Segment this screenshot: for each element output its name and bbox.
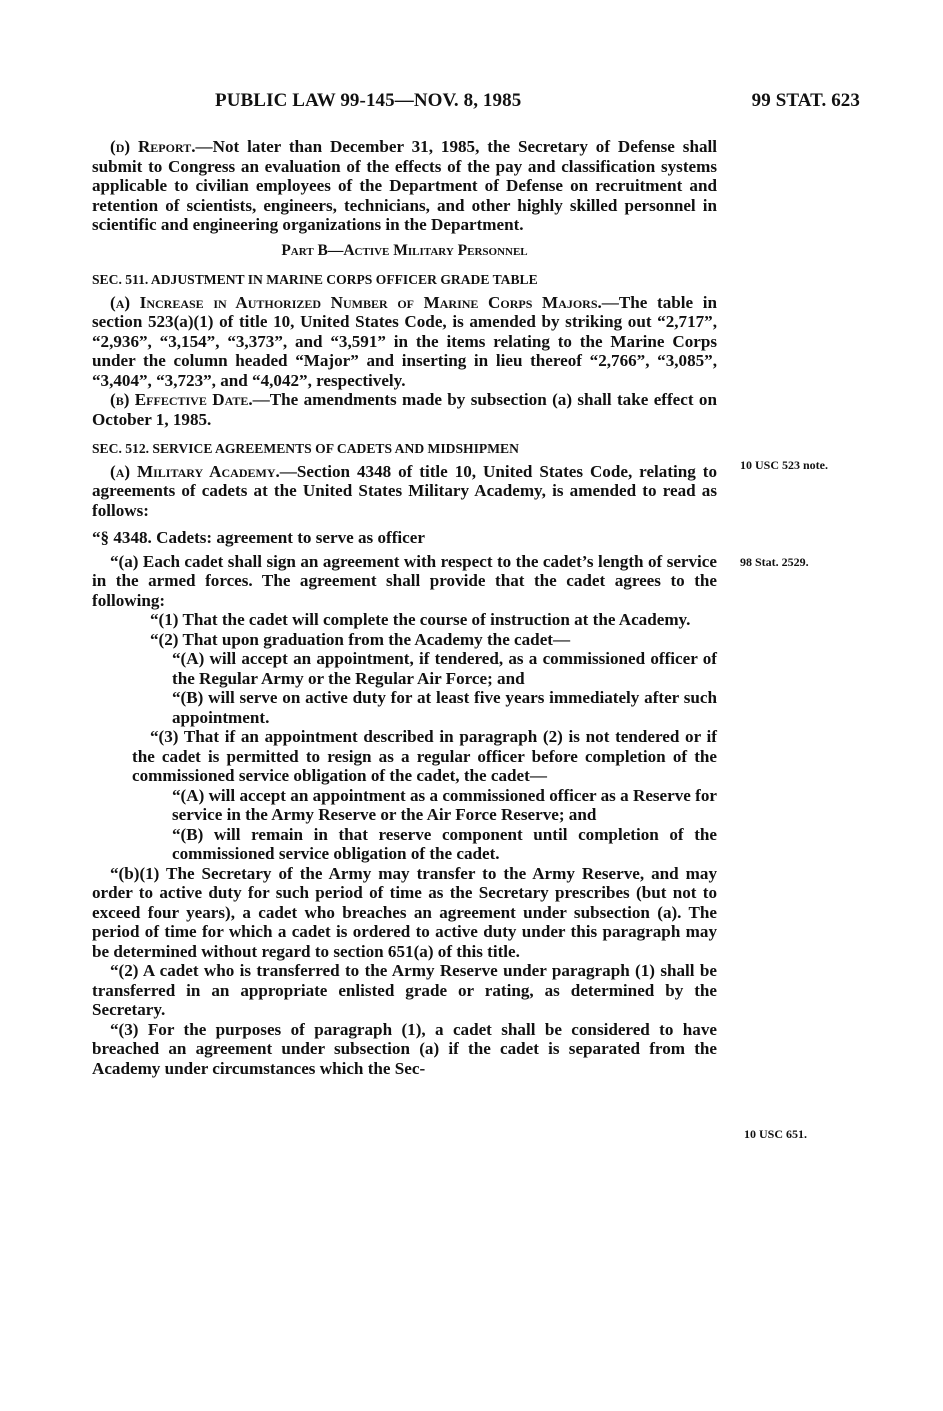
header-title: PUBLIC LAW 99-145—NOV. 8, 1985 xyxy=(215,90,522,111)
sec-512-a-label: (a) Military Academy. xyxy=(110,461,280,481)
s-b-3: “(3) For the purposes of paragraph (1), a cadet shall be considered to have breached an agreement under subsection (a) if the cadet is separated from the Academy under circumstances which the Sec- xyxy=(92,1019,717,1078)
sec-512-a-text: —Section 4348 of title 10, United States Code, relating to agreements of cadets at the United States Military Academy, is amended to read as follows: xyxy=(92,461,718,520)
s-b-2: “(2) A cadet who is transferred to the Army Reserve under paragraph (1) shall be transferred in an appropriate enlisted grade or rating, as determined by the Secretary. xyxy=(92,961,717,1019)
section-4348-heading: “§ 4348. Cadets: agreement to serve as officer xyxy=(92,528,425,547)
sec-511-a-text: —The table in section 523(a)(1) of title 10, United States Code, is amended by striking out “2,717”, “2,936”, “3,154”, “3,373”, and “3,591” in the items relating to the Marine Corps under the column headed “Major” and inserting in lieu thereof “2,766”, “3,085”, “3,404”, “3,723”, and “4,042”, respectively. xyxy=(92,292,717,390)
sec-511-heading: SEC. 511. ADJUSTMENT IN MARINE CORPS OFFICER GRADE TABLE xyxy=(92,272,538,287)
report-text: —Not later than December 31, 1985, the Secretary of Defense shall submit to Congress an evaluation of the effects of the pay and classification systems applicable to civilian employees of the Department of Defense on recruitment and retention of scientists, engineers, technicians, and other highly skilled personnel in scientific and engineering organizations in the Department. xyxy=(92,137,718,234)
sec-511-b-label: (b) Effective Date. xyxy=(110,390,253,409)
report-paragraph xyxy=(92,137,717,235)
header-stat-page: 99 STAT. 623 xyxy=(751,90,860,111)
s-a-3-A: “(A) will accept an appointment as a commissioned officer as a Reserve for service in the Army Reserve or the Air Force Reserve; and xyxy=(172,785,717,824)
margin-note-10-usc-651: 10 USC 651. xyxy=(744,1127,808,1141)
sec-512-heading: SEC. 512. SERVICE AGREEMENTS OF CADETS AND MIDSHIPMEN xyxy=(92,441,519,456)
sec-511-a-paragraph xyxy=(92,293,717,391)
body-text xyxy=(92,137,717,1078)
sec-511-b-text: —The amendments made by subsection (a) shall take effect on October 1, 1985. xyxy=(92,390,717,429)
sec-511-a-label: (a) Increase in Authorized Number of Marine Corps Majors. xyxy=(110,292,602,312)
s-a-2: “(2) That upon graduation from the Academy the cadet— xyxy=(150,629,571,649)
s-a-intro: “(a) Each cadet shall sign an agreement with respect to the cadet’s length of service in the armed forces. The agreement shall provide that the cadet agrees to the following: xyxy=(92,551,717,610)
s-a-3: “(3) That if an appointment described in paragraph (2) is not tendered or if the cadet is permitted to resign as a regular officer before completion of the commissioned service obligation of the cadet, the cadet— xyxy=(132,727,717,785)
s-a-2-A: “(A) will accept an appointment, if tendered, as a commissioned officer of the Regular Army or the Regular Air Force; and xyxy=(172,649,717,688)
margin-note-98-stat-2529: 98 Stat. 2529. xyxy=(740,555,809,569)
margin-note-10-usc-523: 10 USC 523 note. xyxy=(740,458,829,472)
part-heading: Part B—Active Military Personnel xyxy=(281,241,528,259)
s-b-1: “(b)(1) The Secretary of the Army may transfer to the Army Reserve, and may order to active duty for such period of time as the Secretary prescribes (but not to exceed four years), a cadet who breaches an agreement under subsection (a). The period of time for which a cadet is ordered to active duty under this paragraph may be determined without regard to section 651(a) of this title. xyxy=(92,863,717,961)
sec-511-b-paragraph xyxy=(92,390,717,429)
report-label: (d) Report. xyxy=(110,137,196,156)
s-a-2-B: “(B) will serve on active duty for at least five years immediately after such appointment. xyxy=(172,688,717,727)
s-a-3-B: “(B) will remain in that reserve component until completion of the commissioned service obligation of the cadet. xyxy=(172,824,717,863)
sec-512-a-paragraph xyxy=(92,462,717,521)
s-a-1: “(1) That the cadet will complete the course of instruction at the Academy. xyxy=(150,610,691,629)
